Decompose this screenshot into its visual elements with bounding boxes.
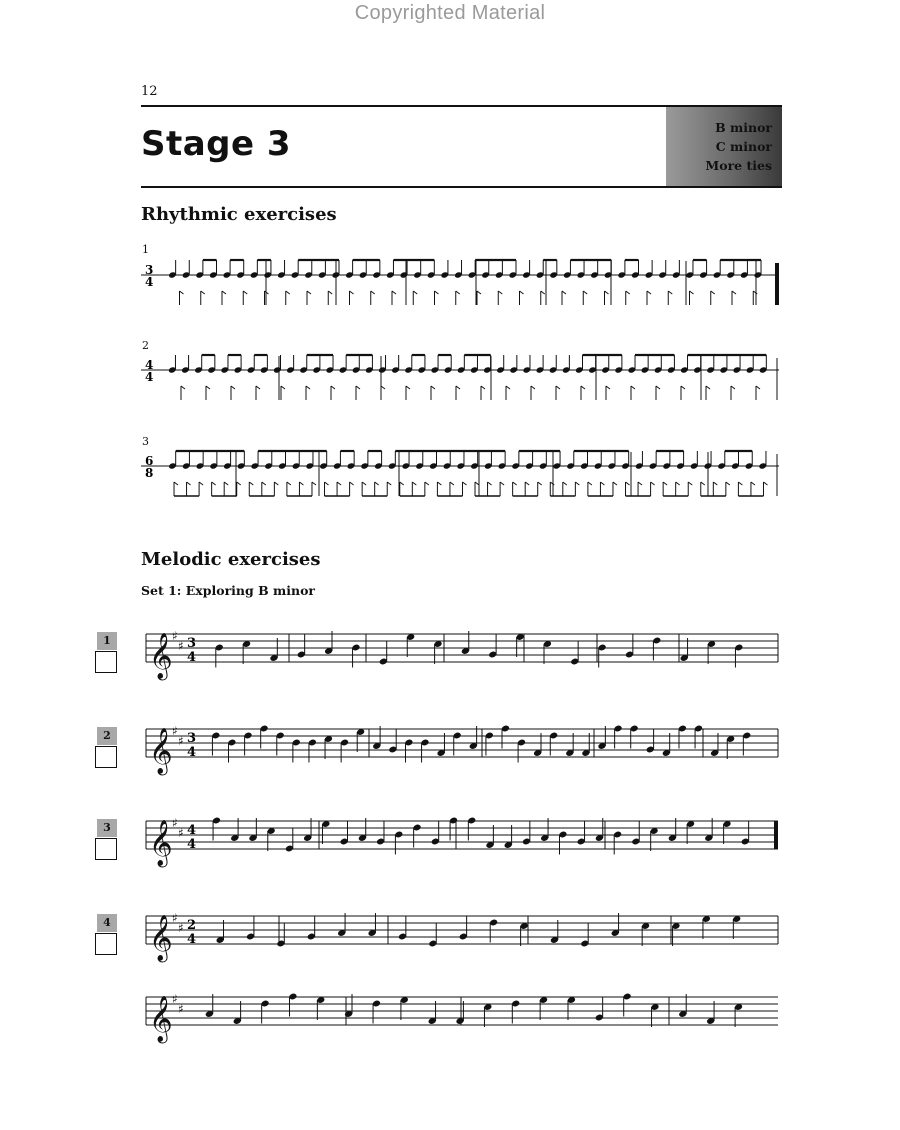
time-sig-bottom: 4 <box>145 275 154 289</box>
time-sig-top: 3 <box>187 731 197 746</box>
sharp-icon: ♯ <box>178 639 184 653</box>
exercise-badge: 4 <box>97 914 117 932</box>
sharp-icon: ♯ <box>178 1002 184 1016</box>
treble-clef-icon: 𝄞 <box>149 820 173 866</box>
melodic-staff-4-continued <box>141 0 781 1130</box>
sharp-icon: ♯ <box>178 921 184 935</box>
rhythm-exercise-number: 3 <box>142 435 149 448</box>
topic-b-minor: B minor <box>715 120 772 135</box>
exercise-checkbox-4 <box>95 914 119 955</box>
rhythmic-heading: Rhythmic exercises <box>141 204 337 225</box>
time-sig-bottom: 4 <box>187 932 197 947</box>
time-sig-bottom: 4 <box>187 650 197 665</box>
page-number: 12 <box>141 84 158 99</box>
treble-clef-icon: 𝄞 <box>149 996 173 1042</box>
time-sig-top: 3 <box>187 636 197 651</box>
sharp-icon: ♯ <box>172 724 178 738</box>
time-sig-top: 4 <box>145 358 154 372</box>
exercise-checkbox-2 <box>95 727 119 768</box>
practice-tickbox[interactable] <box>95 933 117 955</box>
time-sig-top: 2 <box>187 918 197 933</box>
exercise-badge: 1 <box>97 632 117 650</box>
topic-more-ties: More ties <box>705 158 772 173</box>
time-sig-bottom: 4 <box>145 370 154 384</box>
exercise-checkbox-3 <box>95 819 119 860</box>
time-sig-top: 6 <box>145 454 154 468</box>
exercise-badge: 3 <box>97 819 117 837</box>
time-sig-top: 4 <box>187 823 197 838</box>
melodic-heading: Melodic exercises <box>141 549 321 570</box>
time-sig-bottom: 4 <box>187 745 197 760</box>
topic-c-minor: C minor <box>715 139 772 154</box>
sharp-icon: ♯ <box>172 992 178 1006</box>
practice-tickbox[interactable] <box>95 651 117 673</box>
sharp-icon: ♯ <box>172 629 178 643</box>
stage-title: Stage 3 <box>141 124 292 164</box>
sharp-icon: ♯ <box>178 826 184 840</box>
sharp-icon: ♯ <box>172 911 178 925</box>
practice-tickbox[interactable] <box>95 838 117 860</box>
time-sig-top: 3 <box>145 263 154 277</box>
rhythm-exercise-number: 1 <box>142 243 149 256</box>
time-sig-bottom: 4 <box>187 837 197 852</box>
rhythm-exercise-number: 2 <box>142 339 149 352</box>
set-heading: Set 1: Exploring B minor <box>141 583 315 598</box>
sharp-icon: ♯ <box>172 816 178 830</box>
treble-clef-icon: 𝄞 <box>149 633 173 679</box>
treble-clef-icon: 𝄞 <box>149 728 173 774</box>
sharp-icon: ♯ <box>178 734 184 748</box>
time-sig-bottom: 8 <box>145 466 154 480</box>
copyright-watermark: Copyrighted Material <box>354 2 546 24</box>
exercise-checkbox-1 <box>95 632 119 673</box>
exercise-badge: 2 <box>97 727 117 745</box>
practice-tickbox[interactable] <box>95 746 117 768</box>
treble-clef-icon: 𝄞 <box>149 915 173 961</box>
